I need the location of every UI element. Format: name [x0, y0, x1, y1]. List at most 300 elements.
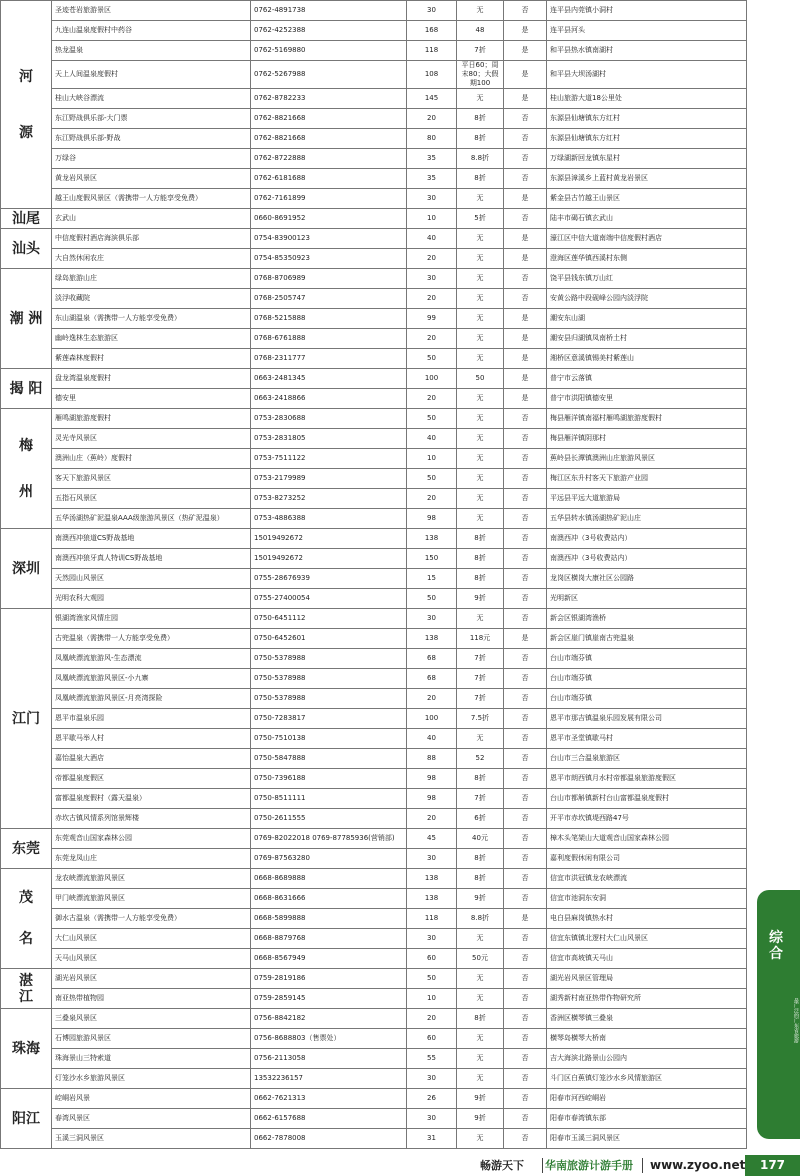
free-entry-cell: 否: [504, 929, 547, 949]
phone-cell: 0660-8691952: [251, 209, 407, 229]
original-price-cell: 30: [407, 849, 457, 869]
attraction-name-cell: 客天下旅游风景区: [52, 469, 251, 489]
page-number: 177: [745, 1155, 800, 1176]
address-cell: 恩平市那吉镇温泉乐园发展有限公司: [547, 709, 747, 729]
phone-cell: 0756-2113058: [251, 1049, 407, 1069]
table-row: [1, 729, 747, 749]
address-cell: 连平县内莞镇小洞村: [547, 1, 747, 21]
original-price-cell: 98: [407, 769, 457, 789]
table-row: [1, 509, 747, 529]
original-price-cell: 145: [407, 89, 457, 109]
discount-cell: 无: [457, 969, 504, 989]
discount-cell: 无: [457, 509, 504, 529]
original-price-cell: 68: [407, 669, 457, 689]
city-name: 东莞: [12, 840, 40, 857]
attraction-name-cell: 紫莲森林度假村: [52, 349, 251, 369]
original-price-cell: 30: [407, 609, 457, 629]
phone-cell: 0750-7510138: [251, 729, 407, 749]
address-cell: 普宁市洪阳镇德安里: [547, 389, 747, 409]
attraction-name-cell: 大仁山风景区: [52, 929, 251, 949]
address-cell: 龙岗区横岗大康社区公园路: [547, 569, 747, 589]
table-row: [1, 649, 747, 669]
discount-cell: 8折: [457, 849, 504, 869]
phone-cell: 13532236157: [251, 1069, 407, 1089]
phone-cell: 0769-82022018 0769-87785936(营销部): [251, 829, 407, 849]
phone-cell: 0754-85350923: [251, 249, 407, 269]
table-row: [1, 309, 747, 329]
attraction-name-cell: 恩平市温泉乐园: [52, 709, 251, 729]
free-entry-cell: 否: [504, 809, 547, 829]
city-cell: [1, 1009, 52, 1089]
table-row: [1, 529, 747, 549]
discount-cell: 8折: [457, 529, 504, 549]
address-cell: 恩平市朗西镇月水村帝都温泉旅游度假区: [547, 769, 747, 789]
city-name: 河: [19, 68, 33, 85]
address-cell: 连平县河头: [547, 21, 747, 41]
table-row: [1, 549, 747, 569]
free-entry-cell: 否: [504, 789, 547, 809]
address-cell: 澄海区莲华镇西溪村东侧: [547, 249, 747, 269]
table-row: [1, 1129, 747, 1149]
attraction-name-cell: 万绿谷: [52, 149, 251, 169]
attraction-name-cell: 东莞龙凤山庄: [52, 849, 251, 869]
address-cell: 东源县仙塘镇东方红村: [547, 109, 747, 129]
city-cell: [1, 609, 52, 829]
address-cell: 斗门区白蕉镇灯笼沙水乡风情旅游区: [547, 1069, 747, 1089]
phone-cell: 0755-27400054: [251, 589, 407, 609]
phone-cell: 0663-2481345: [251, 369, 407, 389]
table-row: [1, 489, 747, 509]
free-entry-cell: 否: [504, 1129, 547, 1149]
phone-cell: 0753-4886388: [251, 509, 407, 529]
city-name: 源: [19, 124, 33, 141]
original-price-cell: 30: [407, 189, 457, 209]
city-cell: [1, 369, 52, 409]
phone-cell: 0668-8631666: [251, 889, 407, 909]
free-entry-cell: 否: [504, 889, 547, 909]
free-entry-cell: 是: [504, 249, 547, 269]
table-row: [1, 689, 747, 709]
free-entry-cell: 否: [504, 129, 547, 149]
discount-cell: 48: [457, 21, 504, 41]
table-row: [1, 1069, 747, 1089]
table-row: [1, 669, 747, 689]
address-cell: 蕉岭县长潭镇澳洲山庄旅游风景区: [547, 449, 747, 469]
free-entry-cell: 是: [504, 349, 547, 369]
address-cell: 万绿湖新回龙镇东星村: [547, 149, 747, 169]
phone-cell: 0750-6452601: [251, 629, 407, 649]
city-cell: [1, 529, 52, 609]
table-row: [1, 109, 747, 129]
attractions-table-body: [1, 1, 747, 1149]
table-row: [1, 249, 747, 269]
phone-cell: 0756-8842182: [251, 1009, 407, 1029]
discount-cell: 无: [457, 1069, 504, 1089]
original-price-cell: 50: [407, 349, 457, 369]
table-row: [1, 889, 747, 909]
original-price-cell: 100: [407, 369, 457, 389]
discount-cell: 平日60；周末80；大假期100: [457, 61, 504, 89]
discount-cell: 无: [457, 1049, 504, 1069]
phone-cell: 0759-2819186: [251, 969, 407, 989]
discount-cell: 无: [457, 449, 504, 469]
free-entry-cell: 是: [504, 389, 547, 409]
discount-cell: 8折: [457, 129, 504, 149]
table-row: [1, 61, 747, 89]
original-price-cell: 20: [407, 389, 457, 409]
city-name: 汕尾: [12, 210, 40, 227]
discount-cell: 无: [457, 269, 504, 289]
free-entry-cell: 否: [504, 729, 547, 749]
address-cell: 湖秀新村南亚热带作物研究所: [547, 989, 747, 1009]
phone-cell: 0662-6157688: [251, 1109, 407, 1129]
original-price-cell: 40: [407, 229, 457, 249]
phone-cell: 0750-5378988: [251, 669, 407, 689]
city-name: 江: [19, 988, 33, 1005]
discount-cell: 6折: [457, 809, 504, 829]
discount-cell: 无: [457, 489, 504, 509]
attraction-name-cell: 天然园山风景区: [52, 569, 251, 589]
free-entry-cell: 否: [504, 169, 547, 189]
table-row: [1, 629, 747, 649]
phone-cell: 0668-5899888: [251, 909, 407, 929]
original-price-cell: 50: [407, 409, 457, 429]
discount-cell: 8折: [457, 769, 504, 789]
attraction-name-cell: 幽岭逸林生态旅游区: [52, 329, 251, 349]
address-cell: 湖光岩风景区管理局: [547, 969, 747, 989]
free-entry-cell: 否: [504, 549, 547, 569]
table-row: [1, 129, 747, 149]
city-name: 江门: [12, 710, 40, 727]
address-cell: 信宜东镇镇北逻村大仁山风景区: [547, 929, 747, 949]
free-entry-cell: 否: [504, 109, 547, 129]
table-row: [1, 369, 747, 389]
phone-cell: 0762-5267988: [251, 61, 407, 89]
attraction-name-cell: 桂山大峡谷漂流: [52, 89, 251, 109]
address-cell: 饶平县钱东镇万山红: [547, 269, 747, 289]
city-name: 梅: [19, 437, 33, 454]
address-cell: 安黄公路中段砚峰公园内淡浮院: [547, 289, 747, 309]
free-entry-cell: 否: [504, 689, 547, 709]
original-price-cell: 168: [407, 21, 457, 41]
original-price-cell: 100: [407, 709, 457, 729]
table-row: [1, 929, 747, 949]
table-row: [1, 349, 747, 369]
attraction-name-cell: 灵光寺风景区: [52, 429, 251, 449]
original-price-cell: 20: [407, 809, 457, 829]
attraction-name-cell: 湖光岩风景区: [52, 969, 251, 989]
table-row: [1, 1109, 747, 1129]
city-name: 潮 洲: [9, 310, 43, 327]
free-entry-cell: 否: [504, 769, 547, 789]
phone-cell: 0762-7161899: [251, 189, 407, 209]
free-entry-cell: 否: [504, 1049, 547, 1069]
address-cell: 普宁市云落镇: [547, 369, 747, 389]
attraction-name-cell: 玉溪三洞风景区: [52, 1129, 251, 1149]
phone-cell: 0762-8782233: [251, 89, 407, 109]
free-entry-cell: 否: [504, 829, 547, 849]
attraction-name-cell: 南亚热带植物园: [52, 989, 251, 1009]
table-row: [1, 269, 747, 289]
original-price-cell: 20: [407, 329, 457, 349]
free-entry-cell: 否: [504, 149, 547, 169]
phone-cell: 0750-6451112: [251, 609, 407, 629]
address-cell: 信宜市洪冠镇龙农峡漂流: [547, 869, 747, 889]
footer-separator: [542, 1158, 543, 1173]
original-price-cell: 20: [407, 289, 457, 309]
attraction-name-cell: 东江野战俱乐部-野战: [52, 129, 251, 149]
address-cell: 平远县平远大道旅游局: [547, 489, 747, 509]
attraction-name-cell: 崆峒岩风景: [52, 1089, 251, 1109]
discount-cell: 无: [457, 929, 504, 949]
phone-cell: 0754-83900123: [251, 229, 407, 249]
original-price-cell: 30: [407, 1109, 457, 1129]
table-row: [1, 749, 747, 769]
phone-cell: 0750-5378988: [251, 689, 407, 709]
phone-cell: 0768-2505747: [251, 289, 407, 309]
discount-cell: 9折: [457, 889, 504, 909]
address-cell: 桂山旅游大道18公里处: [547, 89, 747, 109]
free-entry-cell: 否: [504, 449, 547, 469]
address-cell: 樟木头笔架山大道观音山国家森林公园: [547, 829, 747, 849]
original-price-cell: 26: [407, 1089, 457, 1109]
address-cell: 阳春市河西崆峒岩: [547, 1089, 747, 1109]
discount-cell: 无: [457, 1029, 504, 1049]
discount-cell: 无: [457, 329, 504, 349]
free-entry-cell: 否: [504, 749, 547, 769]
city-cell: [1, 1, 52, 209]
free-entry-cell: 是: [504, 21, 547, 41]
table-row: [1, 169, 747, 189]
phone-cell: 0756-8688803（售票处）: [251, 1029, 407, 1049]
table-row: [1, 1, 747, 21]
attraction-name-cell: 淡浮收藏院: [52, 289, 251, 309]
attraction-name-cell: 嘉怡温泉大酒店: [52, 749, 251, 769]
table-row: [1, 429, 747, 449]
table-row: [1, 209, 747, 229]
discount-cell: 8折: [457, 1009, 504, 1029]
free-entry-cell: 否: [504, 649, 547, 669]
attraction-name-cell: 石博园旅游风景区: [52, 1029, 251, 1049]
attraction-name-cell: 玄武山: [52, 209, 251, 229]
footer-website: www.zyoo.net: [650, 1158, 746, 1172]
free-entry-cell: 否: [504, 849, 547, 869]
phone-cell: 0753-2831805: [251, 429, 407, 449]
phone-cell: 0750-7283817: [251, 709, 407, 729]
free-entry-cell: 否: [504, 269, 547, 289]
free-entry-cell: 否: [504, 1089, 547, 1109]
address-cell: 阳春市春湾镇东部: [547, 1109, 747, 1129]
address-cell: 恩平市圣堂镇歇马村: [547, 729, 747, 749]
side-tab-subtitle: 最广泛的广东省旅游: [793, 998, 799, 1043]
footer-manual-title: 华南旅游计游手册: [545, 1159, 633, 1172]
table-row: [1, 949, 747, 969]
original-price-cell: 40: [407, 429, 457, 449]
attraction-name-cell: 东山湖温泉（需携带一人方能享受免费）: [52, 309, 251, 329]
attraction-name-cell: 御水古温泉（需携带一人方能享受免费）: [52, 909, 251, 929]
attraction-name-cell: 三叠泉风景区: [52, 1009, 251, 1029]
attraction-name-cell: 中信度假村酒店海滨俱乐部: [52, 229, 251, 249]
original-price-cell: 50: [407, 469, 457, 489]
original-price-cell: 20: [407, 489, 457, 509]
discount-cell: 8折: [457, 549, 504, 569]
discount-cell: 7折: [457, 789, 504, 809]
section-side-tab: [757, 890, 800, 1139]
address-cell: 潮安东山湖: [547, 309, 747, 329]
city-name: 珠海: [12, 1040, 40, 1057]
original-price-cell: 88: [407, 749, 457, 769]
phone-cell: 0762-8821668: [251, 129, 407, 149]
free-entry-cell: 否: [504, 949, 547, 969]
address-cell: 台山市端芬镇: [547, 689, 747, 709]
city-name: 阳江: [12, 1110, 40, 1127]
table-row: [1, 589, 747, 609]
attraction-name-cell: 天上人间温泉度假村: [52, 61, 251, 89]
attraction-name-cell: 灯笼沙水乡旅游风景区: [52, 1069, 251, 1089]
original-price-cell: 31: [407, 1129, 457, 1149]
discount-cell: 8折: [457, 569, 504, 589]
city-cell: [1, 229, 52, 269]
city-name: 州: [19, 483, 33, 500]
discount-cell: 5折: [457, 209, 504, 229]
discount-cell: 无: [457, 609, 504, 629]
attraction-name-cell: 澳洲山庄（蕉岭）度假村: [52, 449, 251, 469]
address-cell: 电白县麻岗镇热水村: [547, 909, 747, 929]
free-entry-cell: 否: [504, 709, 547, 729]
phone-cell: 0762-5169880: [251, 41, 407, 61]
address-cell: 台山市端芬镇: [547, 649, 747, 669]
table-row: [1, 409, 747, 429]
attraction-name-cell: 五华汤湖热矿泥温泉AAA级旅游风景区（热矿泥温泉）: [52, 509, 251, 529]
address-cell: 梅县雁洋镇南福村雁鸣湖旅游度假村: [547, 409, 747, 429]
table-row: [1, 329, 747, 349]
phone-cell: 0753-7511122: [251, 449, 407, 469]
table-row: [1, 869, 747, 889]
footer-separator: [642, 1158, 643, 1173]
address-cell: 横琴岛横琴大桥南: [547, 1029, 747, 1049]
phone-cell: 0750-5847888: [251, 749, 407, 769]
address-cell: 梅江区东升村客天下旅游产业园: [547, 469, 747, 489]
free-entry-cell: 是: [504, 909, 547, 929]
city-name: 茂: [19, 890, 33, 906]
phone-cell: 0759-2859145: [251, 989, 407, 1009]
table-row: [1, 389, 747, 409]
table-row: [1, 449, 747, 469]
free-entry-cell: 否: [504, 1109, 547, 1129]
original-price-cell: 68: [407, 649, 457, 669]
free-entry-cell: 否: [504, 509, 547, 529]
discount-cell: 无: [457, 189, 504, 209]
city-cell: [1, 409, 52, 529]
table-row: [1, 709, 747, 729]
original-price-cell: 10: [407, 209, 457, 229]
phone-cell: 0753-2830688: [251, 409, 407, 429]
discount-cell: 无: [457, 1, 504, 21]
original-price-cell: 138: [407, 529, 457, 549]
phone-cell: 0750-7396188: [251, 769, 407, 789]
discount-cell: 7折: [457, 649, 504, 669]
address-cell: 台山市都斛镇新村台山富都温泉度假村: [547, 789, 747, 809]
original-price-cell: 108: [407, 61, 457, 89]
phone-cell: 15019492672: [251, 529, 407, 549]
table-row: [1, 41, 747, 61]
phone-cell: 0662-7878008: [251, 1129, 407, 1149]
city-cell: [1, 829, 52, 869]
phone-cell: 0768-6761888: [251, 329, 407, 349]
phone-cell: 15019492672: [251, 549, 407, 569]
address-cell: 和平县热水镇南湖村: [547, 41, 747, 61]
free-entry-cell: 否: [504, 589, 547, 609]
free-entry-cell: 是: [504, 309, 547, 329]
discount-cell: 52: [457, 749, 504, 769]
attraction-name-cell: 春湾风景区: [52, 1109, 251, 1129]
discount-cell: 无: [457, 989, 504, 1009]
original-price-cell: 30: [407, 269, 457, 289]
address-cell: 五华县转水镇汤湖热矿泥山庄: [547, 509, 747, 529]
table-row: [1, 1049, 747, 1069]
discount-cell: 7.5折: [457, 709, 504, 729]
attraction-name-cell: 南澳西冲狼道CS野战基地: [52, 529, 251, 549]
table-row: [1, 569, 747, 589]
discount-cell: 8折: [457, 169, 504, 189]
address-cell: 香洲区横琴镇三叠泉: [547, 1009, 747, 1029]
original-price-cell: 20: [407, 689, 457, 709]
discount-cell: 9折: [457, 1089, 504, 1109]
city-name: 汕头: [12, 240, 40, 257]
table-row: [1, 909, 747, 929]
table-row: [1, 809, 747, 829]
discount-cell: 7折: [457, 669, 504, 689]
discount-cell: 无: [457, 389, 504, 409]
free-entry-cell: 是: [504, 629, 547, 649]
free-entry-cell: 否: [504, 569, 547, 589]
phone-cell: 0762-4891738: [251, 1, 407, 21]
phone-cell: 0755-28676939: [251, 569, 407, 589]
attraction-name-cell: 越王山度假风景区（需携带一人方能享受免费）: [52, 189, 251, 209]
free-entry-cell: 否: [504, 409, 547, 429]
attraction-name-cell: 银湖湾渔家风情庄园: [52, 609, 251, 629]
free-entry-cell: 是: [504, 329, 547, 349]
free-entry-cell: 否: [504, 429, 547, 449]
phone-cell: 0768-5215888: [251, 309, 407, 329]
original-price-cell: 45: [407, 829, 457, 849]
discount-cell: 8.8折: [457, 149, 504, 169]
attraction-name-cell: 德安里: [52, 389, 251, 409]
attraction-name-cell: 赤坎古镇风情系列馆景辉楼: [52, 809, 251, 829]
address-cell: 光明新区: [547, 589, 747, 609]
phone-cell: 0663-2418866: [251, 389, 407, 409]
attraction-name-cell: 南澳西冲狼牙真人特训CS野战基地: [52, 549, 251, 569]
table-row: [1, 1009, 747, 1029]
city-cell: [1, 969, 52, 1009]
city-name: 湛: [19, 972, 33, 989]
original-price-cell: 118: [407, 41, 457, 61]
original-price-cell: 60: [407, 949, 457, 969]
free-entry-cell: 是: [504, 229, 547, 249]
original-price-cell: 10: [407, 989, 457, 1009]
original-price-cell: 150: [407, 549, 457, 569]
phone-cell: 0762-6181688: [251, 169, 407, 189]
address-cell: 阳春市玉溪三洞风景区: [547, 1129, 747, 1149]
table-row: [1, 789, 747, 809]
free-entry-cell: 否: [504, 969, 547, 989]
table-row: [1, 1089, 747, 1109]
phone-cell: 0662-7621313: [251, 1089, 407, 1109]
phone-cell: 0753-8273252: [251, 489, 407, 509]
free-entry-cell: 否: [504, 469, 547, 489]
free-entry-cell: 否: [504, 1009, 547, 1029]
attraction-name-cell: 盘龙湾温泉度假村: [52, 369, 251, 389]
